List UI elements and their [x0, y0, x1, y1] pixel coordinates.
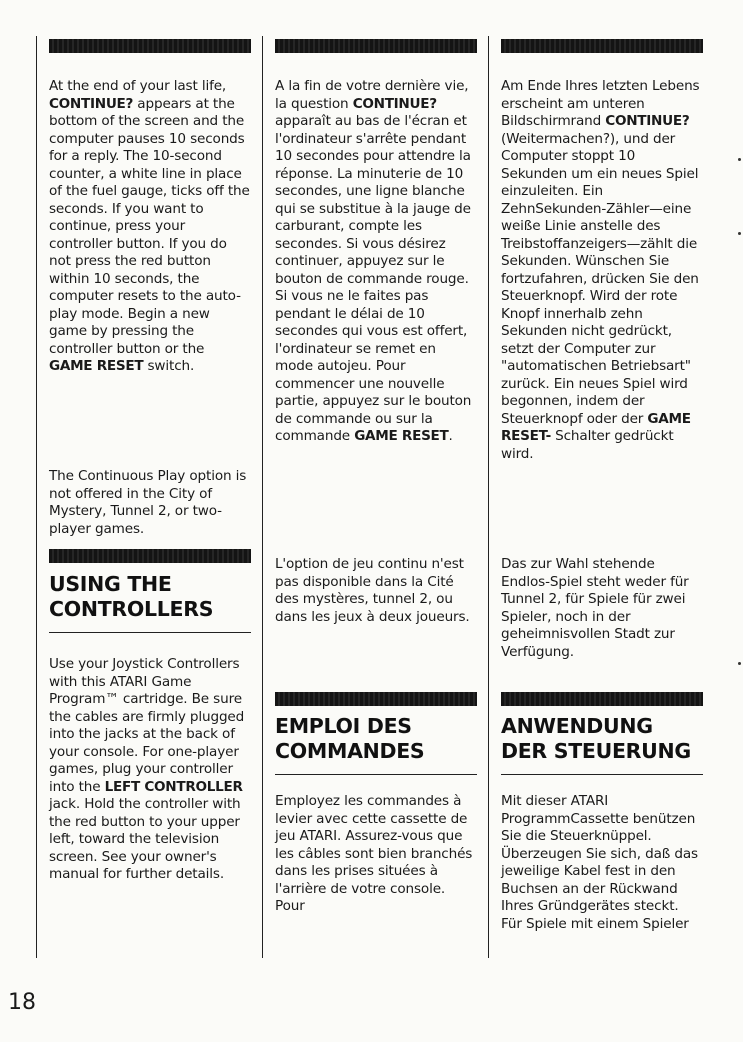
section-bar [501, 39, 703, 53]
page-number: 18 [8, 990, 36, 1015]
heading-rule [501, 774, 703, 775]
section-heading: EMPLOI DES COMMANDES [275, 714, 425, 763]
continue-paragraph: A la fin de votre dernière vie, la question CONTINUE? apparaît au bas de l'écran et l'ordinateur s'arrête pendant 10 secondes pour attendre la réponse. La minuterie de 10 secondes, une ligne blanche qui se substitue à la jauge de carburant, compte les secondes. Si vous désirez continuer, appuyez sur le bouton de commande rouge. Si vous ne le faites pas pendant le délai de 10 secondes qui vous est offert, l'ordinateur se remet en mode autojeu. Pour commencer une nouvelle partie, appuyez sur le bouton de commande ou sur la commande GAME RESET. [275, 78, 472, 444]
section-bar [275, 692, 477, 706]
section-bar [49, 39, 251, 53]
section-bar [49, 549, 251, 563]
controllers-paragraph: Use your Joystick Controllers with this ATARI Game Program™ cartridge. Be sure the cables are firmly plugged into the jacks at the back of your console. For one-player games, plug your controller into the LEFT CONTROLLER jack. Hold the controller with the red button to your upper left, toward the television screen. See your owner's manual for further details. [49, 656, 245, 882]
french-column [262, 36, 477, 958]
section-bar [501, 692, 703, 706]
heading-rule [49, 632, 251, 633]
english-column [36, 36, 251, 958]
continuous-play-paragraph: The Continuous Play option is not offered in the City of Mystery, Tunnel 2, or two-player games. [49, 468, 247, 537]
section-heading: USING THE CONTROLLERS [49, 572, 214, 621]
controllers-paragraph: Mit dieser ATARI ProgrammCassette benützen Sie die Steuerknüppel. Überzeugen Sie sich, daß das jeweilige Kabel fest in den Buchsen an der Rückwand Ihres Gründgerätes steckt. Für Spiele mit einem Spieler [501, 793, 698, 932]
continue-paragraph: Am Ende Ihres letzten Lebens erscheint am unteren Bildschirmrand CONTINUE? (Weitermachen?), und der Computer stoppt 10 Sekunden um ein neues Spiel einzuleiten. Ein ZehnSekunden-Zähler—eine weiße Linie anstelle des Treibstoffanzeigers—zählt die Sekunden. Wünschen Sie fortzufahren, drücken Sie den Steuerknopf. Wird der rote Knopf innerhalb zehn Sekunden nicht gedrückt, setzt der Computer zur "automatischen Betriebsart" zurück. Ein neues Spiel wird begonnen, indem der Steuerknopf oder der GAME RESET- Schalter gedrückt wird. [501, 78, 700, 462]
controllers-paragraph: Employez les commandes à levier avec cette cassette de jeu ATARI. Assurez-vous que les câbles sont bien branchés dans les prises situées à l'arrière de votre console. Pour [275, 793, 473, 914]
section-bar [275, 39, 477, 53]
continue-paragraph: At the end of your last life, CONTINUE? appears at the bottom of the screen and the computer pauses 10 seconds for a reply. The 10-second counter, a white line in place of the fuel gauge, ticks off the seconds. If you want to continue, press your controller button. If you do not press the red button within 10 seconds, the computer resets to the auto-play mode. Begin a new game by pressing the controller button or the GAME RESET switch. [49, 78, 250, 374]
section-heading: ANWENDUNG DER STEUERUNG [501, 714, 691, 763]
continuous-play-paragraph: Das zur Wahl stehende Endlos-Spiel steht weder für Tunnel 2, für Spiele für zwei Spieler, noch in der geheimnisvollen Stadt zur Verfügung. [501, 556, 689, 660]
margin-mark [738, 662, 741, 665]
continuous-play-paragraph: L'option de jeu continu n'est pas disponible dans la Cité des mystères, tunnel 2, ou dans les jeux à deux joueurs. [275, 556, 470, 625]
german-column [488, 36, 703, 958]
margin-mark [738, 232, 741, 235]
heading-rule [275, 774, 477, 775]
margin-mark [738, 158, 741, 161]
